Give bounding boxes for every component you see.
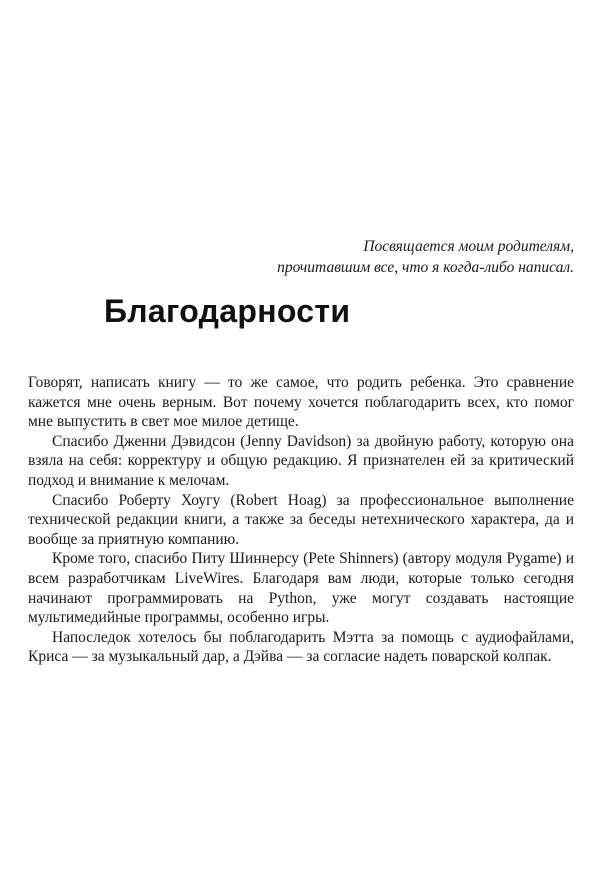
dedication <box>214 236 574 278</box>
paragraph-3: Спасибо Роберту Хоугу (Robert Hoag) за профессиональное выполнение технической редакции книги, а также за беседы нетехнического характера, да и вообще за приятную компанию. <box>28 491 574 548</box>
paragraph-2: Спасибо Дженни Дэвидсон (Jenny Davidson) за двойную работу, которую она взяла на себя: корректуру и общую редакцию. Я признателен ей за критический подход и внимание к мелочам. <box>28 432 574 489</box>
paragraph-5: Напоследок хотелось бы поблагодарить Мэтта за помощь с аудиофайлами, Криса — за музыкальный дар, а Дэйва — за согласие надеть поварской колпак. <box>28 628 574 666</box>
body-text <box>28 373 574 667</box>
paragraph-4: Кроме того, спасибо Питу Шиннерсу (Pete Shinners) (автору модуля Pygame) и всем разработчикам LiveWires. Благодаря вам люди, которые только сегодня начинают программировать на Python, уже могут создавать настоящие мультимедийные программы, особенно игры. <box>28 550 574 627</box>
paragraph-1: Говорят, написать книгу — то же самое, что родить ребенка. Это сравнение кажется мне очень верным. Вот почему хочется поблагодарить всех, кто помог мне выпустить в свет мое милое детище. <box>28 374 574 431</box>
dedication-line-2: прочитавшим все, что я когда-либо написал. <box>277 259 574 276</box>
dedication-line-1: Посвящается моим родителям, <box>363 238 574 255</box>
chapter-title: Благодарности <box>104 293 351 329</box>
